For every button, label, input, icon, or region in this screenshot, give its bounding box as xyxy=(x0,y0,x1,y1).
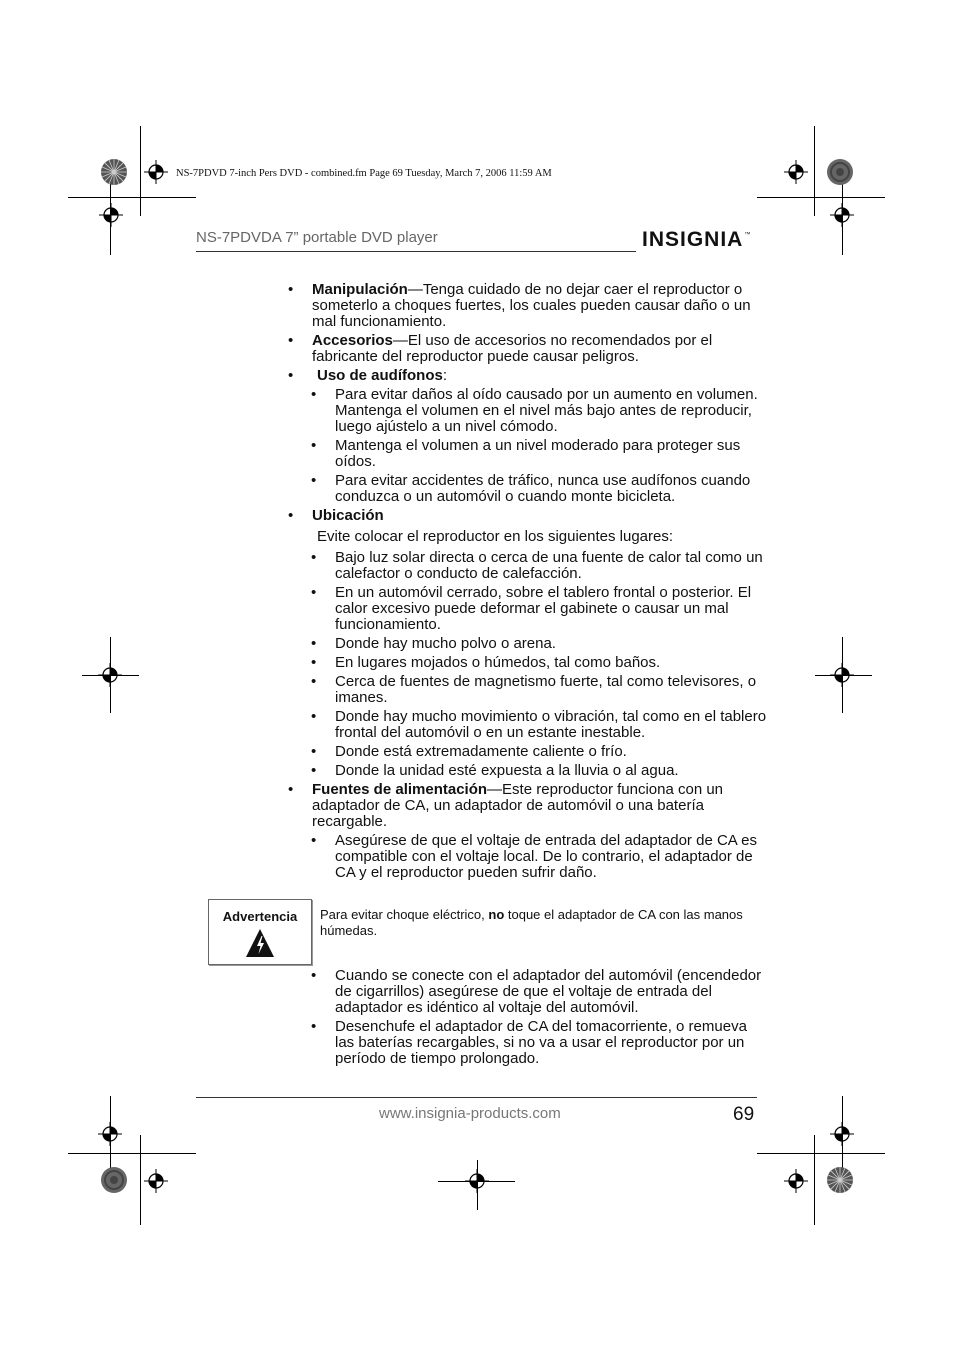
list-item-text: Donde está extremadamente caliente o frío. xyxy=(335,743,627,760)
printer-slug: NS-7PDVD 7-inch Pers DVD - combined.fm Page 69 Tuesday, March 7, 2006 11:59 AM xyxy=(176,168,552,179)
term-manipulacion: Manipulación xyxy=(312,281,408,298)
trademark-symbol: ™ xyxy=(744,232,751,238)
bullet: • xyxy=(311,762,317,779)
crop-mark-line xyxy=(140,1135,141,1225)
registration-mark-icon xyxy=(784,160,808,184)
list-item xyxy=(288,674,768,706)
bullet: • xyxy=(311,472,317,489)
registration-mark-icon xyxy=(465,1169,489,1193)
bullet: • xyxy=(311,743,317,760)
bullet: • xyxy=(311,967,317,984)
list-item xyxy=(288,968,768,1016)
term-fuentes: Fuentes de alimentación xyxy=(312,781,488,798)
list-item-text: Cerca de fuentes de magnetismo fuerte, tal como televisores, o imanes. xyxy=(335,673,757,706)
electric-shock-warning-icon xyxy=(245,928,275,958)
list-item xyxy=(288,636,768,652)
crop-mark-line xyxy=(757,1153,885,1154)
bullet: • xyxy=(311,673,317,690)
registration-mark-icon xyxy=(830,1122,854,1146)
registration-mark-icon xyxy=(144,1169,168,1193)
warning-text-bold: no xyxy=(488,907,505,922)
list-item-text: En lugares mojados o húmedos, tal como baños. xyxy=(335,654,661,671)
text-fuentes: —Este reproductor funciona con un adaptador de CA, un adaptador de automóvil o una batería recargable. xyxy=(312,781,724,830)
bullet: • xyxy=(311,549,317,566)
list-item xyxy=(288,473,768,505)
bullet: • xyxy=(311,708,317,725)
list-item-text: Desenchufe el adaptador de CA del tomacorriente, o remueva las baterías recargables, si no va a usar el reproductor por un período de tiempo prolongado. xyxy=(335,1018,747,1067)
bullet: • xyxy=(311,832,317,849)
list-item xyxy=(288,387,768,435)
document-title: NS-7PDVDA 7” portable DVD player xyxy=(196,229,438,246)
registration-mark-icon xyxy=(784,1169,808,1193)
brand-logo xyxy=(642,228,750,252)
bullet: • xyxy=(288,507,294,524)
color-target-icon xyxy=(100,1166,128,1194)
list-item-text: En un automóvil cerrado, sobre el tablero frontal o posterior. El calor excesivo puede deformar el gabinete o causar un mal funcionamiento. xyxy=(335,584,752,633)
list-item-text: Asegúrese de que el voltaje de entrada del adaptador de CA es compatible con el voltaje local. De lo contrario, el adaptador de CA y el reproductor pueden sufrir daño. xyxy=(335,832,757,881)
colon: : xyxy=(442,367,448,384)
registration-mark-icon xyxy=(98,1122,122,1146)
crop-mark-line xyxy=(68,1153,196,1154)
bullet: • xyxy=(288,332,294,349)
list-item-text: Mantenga el volumen a un nivel moderado para proteger sus oídos. xyxy=(335,437,741,470)
crop-mark-line xyxy=(110,175,111,255)
bullet: • xyxy=(311,1018,317,1035)
list-item-text: Donde hay mucho movimiento o vibración, tal como en el tablero frontal del automóvil o en un estante inestable. xyxy=(335,708,767,741)
list-item-text: Donde la unidad esté expuesta a la lluvia o al agua. xyxy=(335,762,679,779)
list-item-audifonos xyxy=(288,368,768,384)
main-content xyxy=(288,282,768,881)
list-item xyxy=(288,1019,768,1067)
ubicacion-intro: Evite colocar el reproductor en los siguientes lugares: xyxy=(317,528,674,545)
color-target-icon xyxy=(826,158,854,186)
warning-label: Advertencia xyxy=(222,909,298,924)
list-item-text: Bajo luz solar directa o cerca de una fuente de calor tal como un calefactor o conducto de calefacción. xyxy=(335,549,763,582)
warning-text xyxy=(320,907,760,939)
footer-url: www.insignia-products.com xyxy=(379,1105,561,1122)
list-item-accesorios xyxy=(288,333,768,365)
brand-logo-text: INSIGNIA xyxy=(642,228,744,251)
term-audifonos: Uso de audífonos xyxy=(317,367,443,384)
bullet: • xyxy=(288,781,294,798)
list-item xyxy=(288,744,768,760)
crop-mark-line xyxy=(814,126,815,216)
term-accesorios: Accesorios xyxy=(312,332,393,349)
bullet: • xyxy=(311,654,317,671)
list-item-text: Para evitar daños al oído causado por un aumento en volumen. Mantenga el volumen en el nivel más bajo antes de reproducir, luego ajústelo a un nivel cómodo. xyxy=(335,386,758,435)
header-divider xyxy=(196,251,636,252)
list-item-text: Cuando se conecte con el adaptador del automóvil (encendedor de cigarrillos) asegúrese de que el voltaje de entrada del adaptador es idéntico al voltaje del automóvil. xyxy=(335,967,762,1016)
footer-divider xyxy=(196,1097,757,1098)
warning-text-part: Para evitar choque eléctrico, xyxy=(320,907,489,922)
list-item-text: Para evitar accidentes de tráfico, nunca use audífonos cuando conduzca o un automóvil o cuando monte bicicleta. xyxy=(335,472,751,505)
bullet: • xyxy=(311,386,317,403)
page-number: 69 xyxy=(733,1104,755,1125)
crop-mark-line xyxy=(140,126,141,216)
bullet: • xyxy=(311,584,317,601)
warning-text-part: toque el adaptador de CA con las manos húmedas. xyxy=(320,907,743,938)
crop-mark-line xyxy=(842,175,843,255)
registration-mark-icon xyxy=(830,663,854,687)
list-item xyxy=(288,550,768,582)
text-manipulacion: —Tenga cuidado de no dejar caer el reproductor o someterlo a choques fuertes, los cuales pueden causar daño o un mal funcionamiento. xyxy=(312,281,751,330)
list-item-manipulacion xyxy=(288,282,768,330)
list-item xyxy=(288,709,768,741)
crop-mark-line xyxy=(68,197,196,198)
crop-mark-line xyxy=(814,1135,815,1225)
list-item xyxy=(288,655,768,671)
registration-mark-icon xyxy=(99,203,123,227)
color-target-icon xyxy=(826,1166,854,1194)
main-content-continued xyxy=(288,968,768,1067)
list-item-fuentes xyxy=(288,782,768,830)
bullet: • xyxy=(311,635,317,652)
list-item-ubicacion xyxy=(288,508,768,524)
list-item xyxy=(288,585,768,633)
bullet: • xyxy=(288,367,294,384)
color-target-icon xyxy=(100,158,128,186)
list-item-text: Donde hay mucho polvo o arena. xyxy=(335,635,556,652)
list-item xyxy=(288,763,768,779)
list-item xyxy=(288,833,768,881)
warning-box xyxy=(208,899,312,965)
registration-mark-icon xyxy=(98,663,122,687)
bullet: • xyxy=(288,281,294,298)
term-ubicacion: Ubicación xyxy=(312,507,384,524)
registration-mark-icon xyxy=(144,160,168,184)
text-accesorios: —El uso de accesorios no recomendados por el fabricante del reproductor puede causar peligros. xyxy=(312,332,713,365)
bullet: • xyxy=(311,437,317,454)
crop-mark-line xyxy=(757,197,885,198)
list-item xyxy=(288,438,768,470)
